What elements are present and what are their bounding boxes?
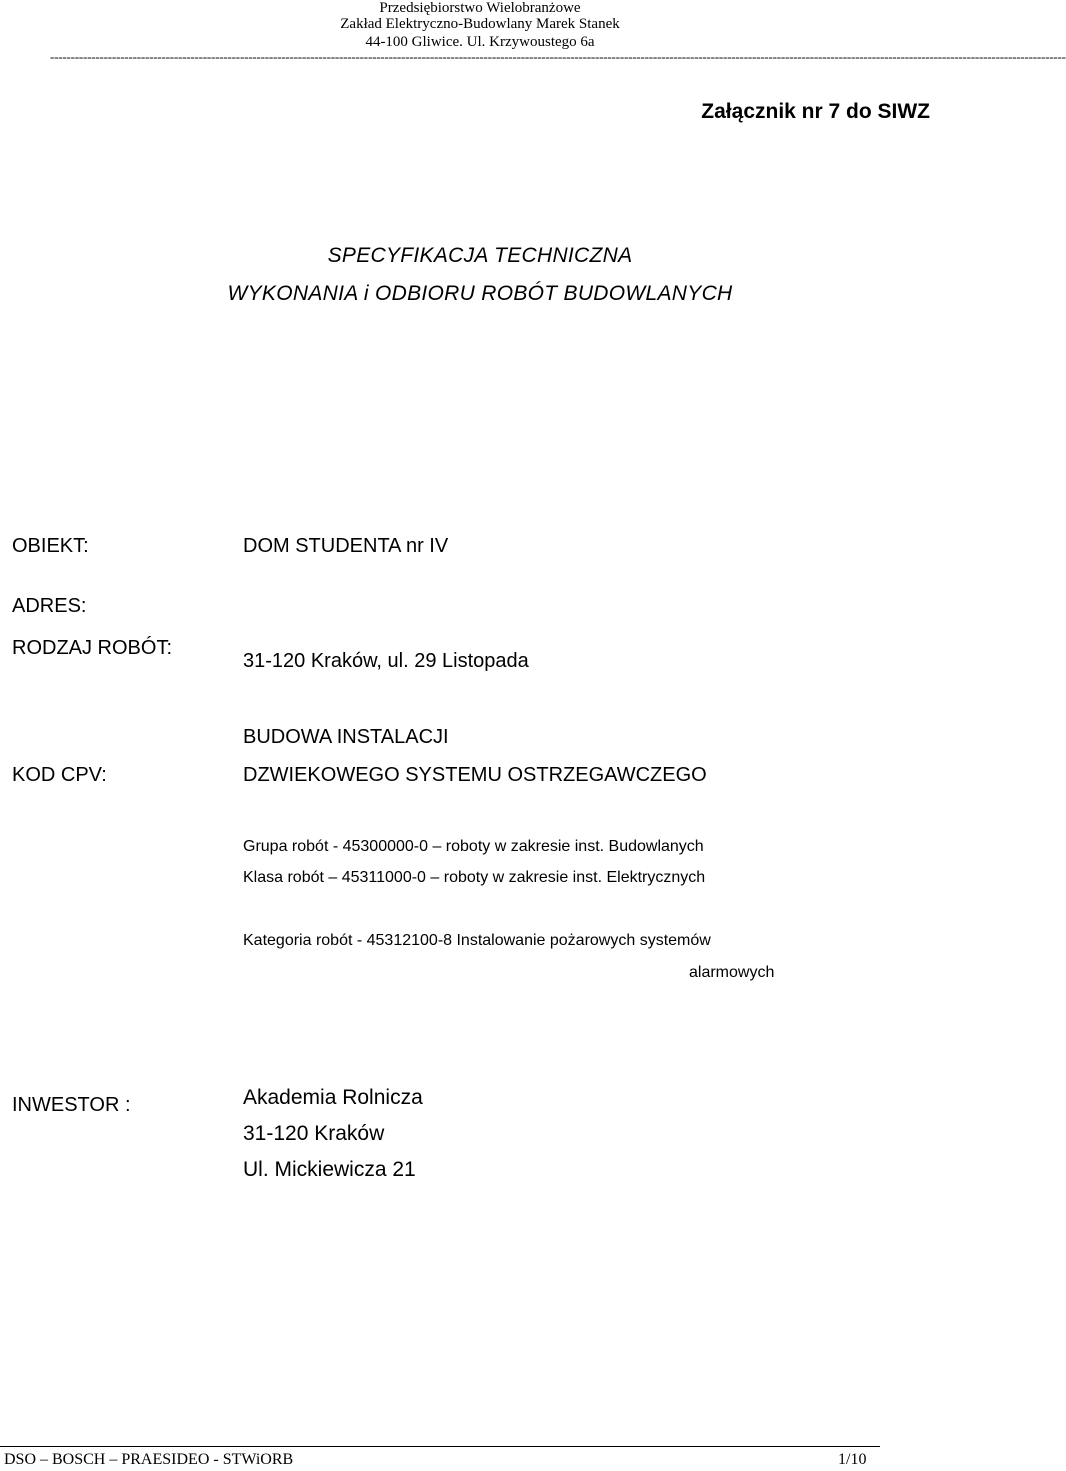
rodzaj-value-line1: BUDOWA INSTALACJI — [243, 726, 449, 748]
investor-label: INWESTOR : — [12, 1094, 131, 1116]
investor-name: Akademia Rolnicza — [243, 1086, 423, 1109]
obiekt-value: DOM STUDENTA nr IV — [243, 535, 449, 557]
adres-label: ADRES: — [12, 595, 87, 617]
obiekt-label: OBIEKT: — [12, 535, 89, 557]
cpv-grupa: Grupa robót - 45300000-0 – roboty w zakresie inst. Budowlanych — [243, 838, 704, 855]
cpv-kategoria: Kategoria robót - 45312100-8 Instalowanie pożarowych systemów — [243, 932, 711, 949]
footer-doc-id: DSO – BOSCH – PRAESIDEO - STWiORB — [4, 1451, 294, 1468]
footer-page-number: 1/10 — [838, 1451, 867, 1468]
company-address: 44-100 Gliwice. Ul. Krzywoustego 6a — [365, 34, 595, 50]
adres-value: 31-120 Kraków, ul. 29 Listopada — [243, 650, 529, 672]
annex-label: Załącznik nr 7 do SIWZ — [701, 100, 930, 123]
investor-street: Ul. Mickiewicza 21 — [243, 1158, 416, 1181]
spec-title-line2: WYKONANIA i ODBIORU ROBÓT BUDOWLANYCH — [227, 282, 733, 305]
investor-city: 31-120 Kraków — [243, 1122, 385, 1145]
cpv-kategoria-continued: alarmowych — [689, 964, 775, 981]
company-department: Zakład Elektryczno-Budowlany Marek Stanek — [340, 16, 620, 32]
footer-rule — [0, 1446, 880, 1447]
kod-cpv-label: KOD CPV: — [12, 764, 107, 786]
spec-title-line1: SPECYFIKACJA TECHNICZNA — [327, 244, 633, 267]
cpv-klasa: Klasa robót – 45311000-0 – roboty w zakresie inst. Elektrycznych — [243, 869, 706, 886]
header-separator: ------------------------------------------------------------------------------------------------------------------------------------------------------------------------------------------------------------------------------------------------------ — [50, 49, 1066, 64]
rodzaj-value-line2: DZWIEKOWEGO SYSTEMU OSTRZEGAWCZEGO — [243, 764, 707, 786]
rodzaj-label: RODZAJ ROBÓT: — [12, 637, 173, 659]
company-name: Przedsiębiorstwo Wielobranżowe — [379, 0, 581, 16]
